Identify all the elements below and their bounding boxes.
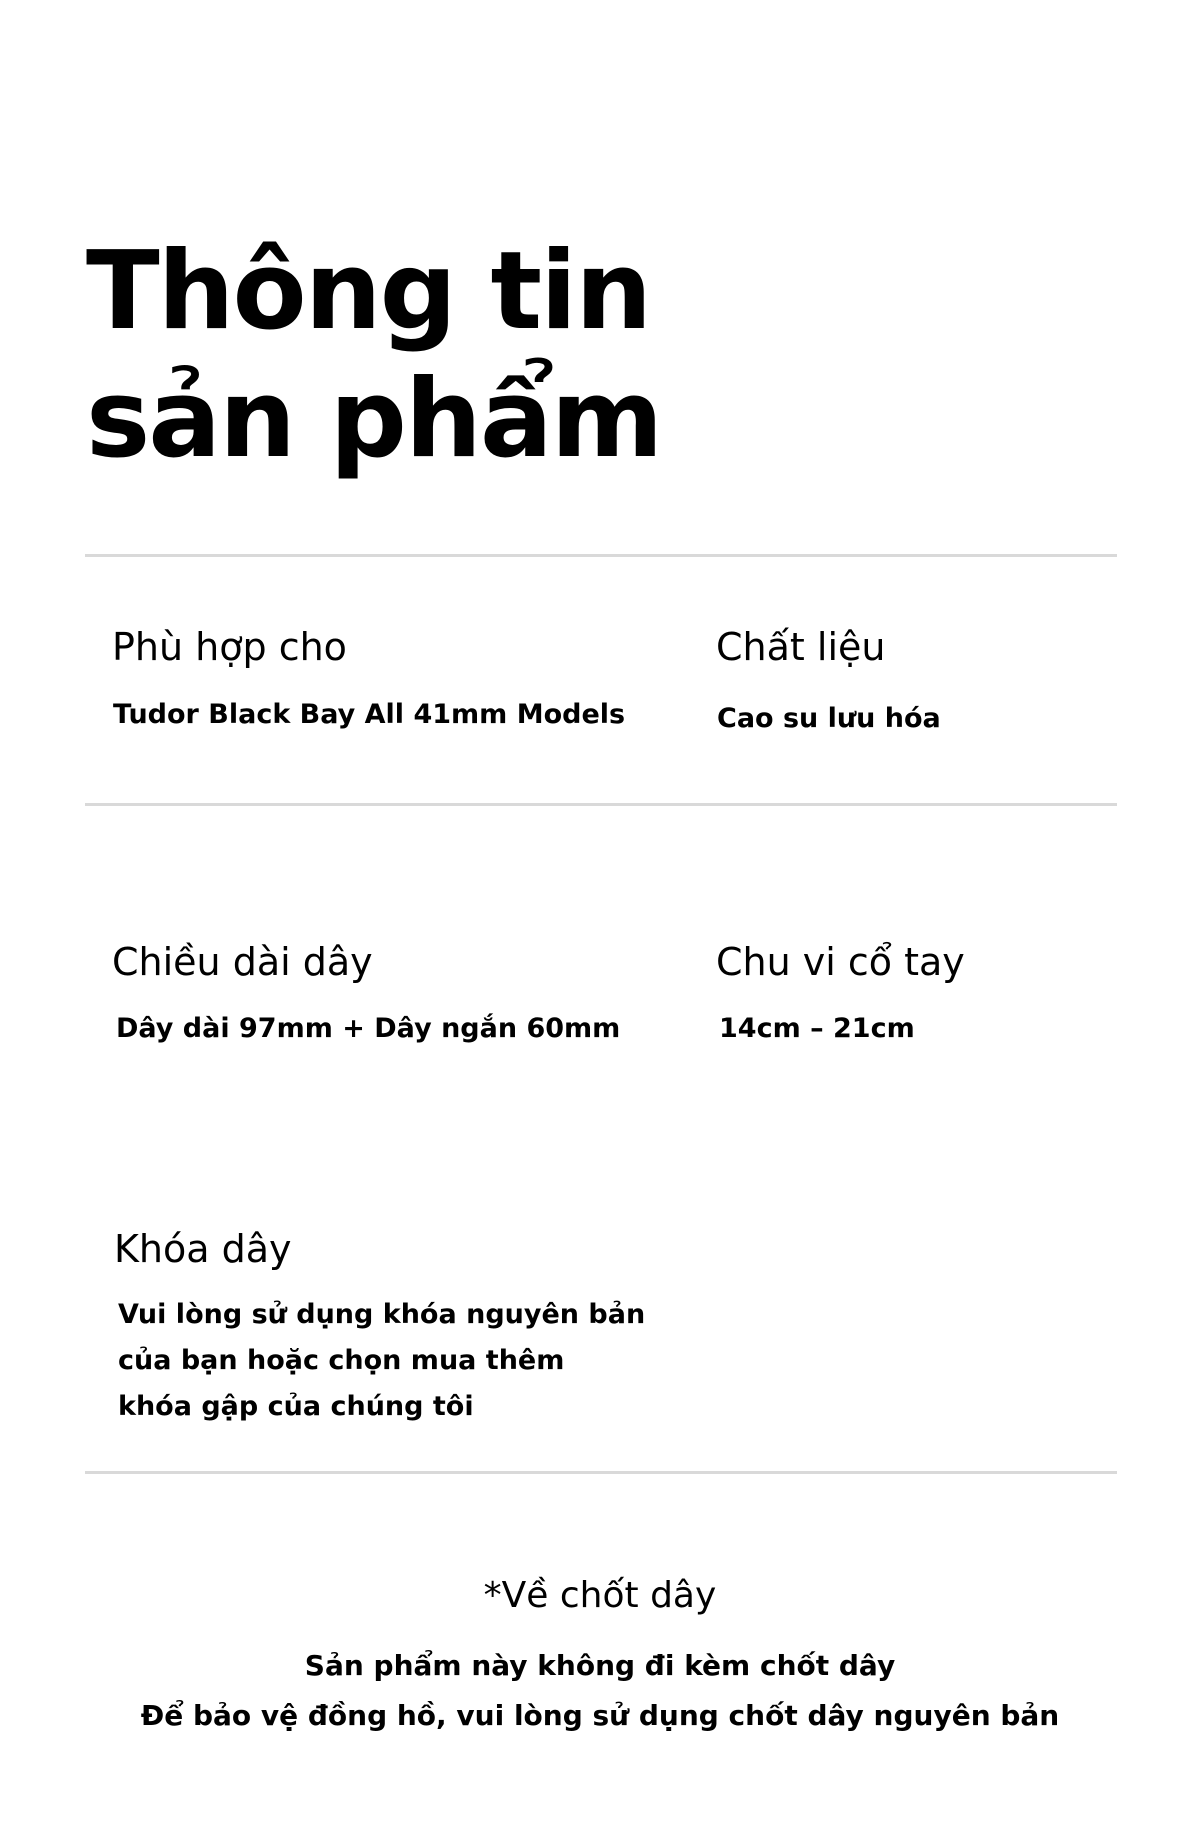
- page-title-line-2: sản phẩm: [86, 357, 662, 482]
- spec-fit-label: Phù hợp cho: [112, 625, 347, 669]
- spec-buckle-line-2: của bạn hoặc chọn mua thêm: [118, 1345, 565, 1376]
- page-title-line-1: Thông tin: [86, 229, 651, 354]
- spec-wrist-size-label: Chu vi cổ tay: [716, 940, 965, 984]
- note-line-1: Sản phẩm này không đi kèm chốt dây: [304, 1649, 896, 1682]
- spec-material-value: Cao su lưu hóa: [717, 703, 941, 734]
- spec-buckle-line-1: Vui lòng sử dụng khóa nguyên bản: [118, 1299, 646, 1330]
- note-line-2: Để bảo vệ đồng hồ, vui lòng sử dụng chốt dây nguyên bản: [140, 1699, 1060, 1732]
- divider-top: [85, 554, 1117, 557]
- spec-fit-value: Tudor Black Bay All 41mm Models: [113, 699, 626, 730]
- page-title: [86, 228, 986, 484]
- note-label: *Về chốt dây: [483, 1575, 717, 1616]
- spec-strap-length-value: Dây dài 97mm + Dây ngắn 60mm: [116, 1013, 621, 1044]
- spec-material-label: Chất liệu: [716, 625, 886, 669]
- note-text: [0, 1641, 1200, 1741]
- divider-bottom: [85, 1471, 1117, 1474]
- divider-middle: [85, 803, 1117, 806]
- spec-buckle-line-3: khóa gập của chúng tôi: [118, 1391, 474, 1422]
- spec-buckle-value: [118, 1292, 645, 1430]
- spec-buckle-label: Khóa dây: [114, 1227, 292, 1271]
- spec-strap-length-label: Chiều dài dây: [112, 940, 373, 984]
- spec-wrist-size-value: 14cm – 21cm: [719, 1013, 915, 1044]
